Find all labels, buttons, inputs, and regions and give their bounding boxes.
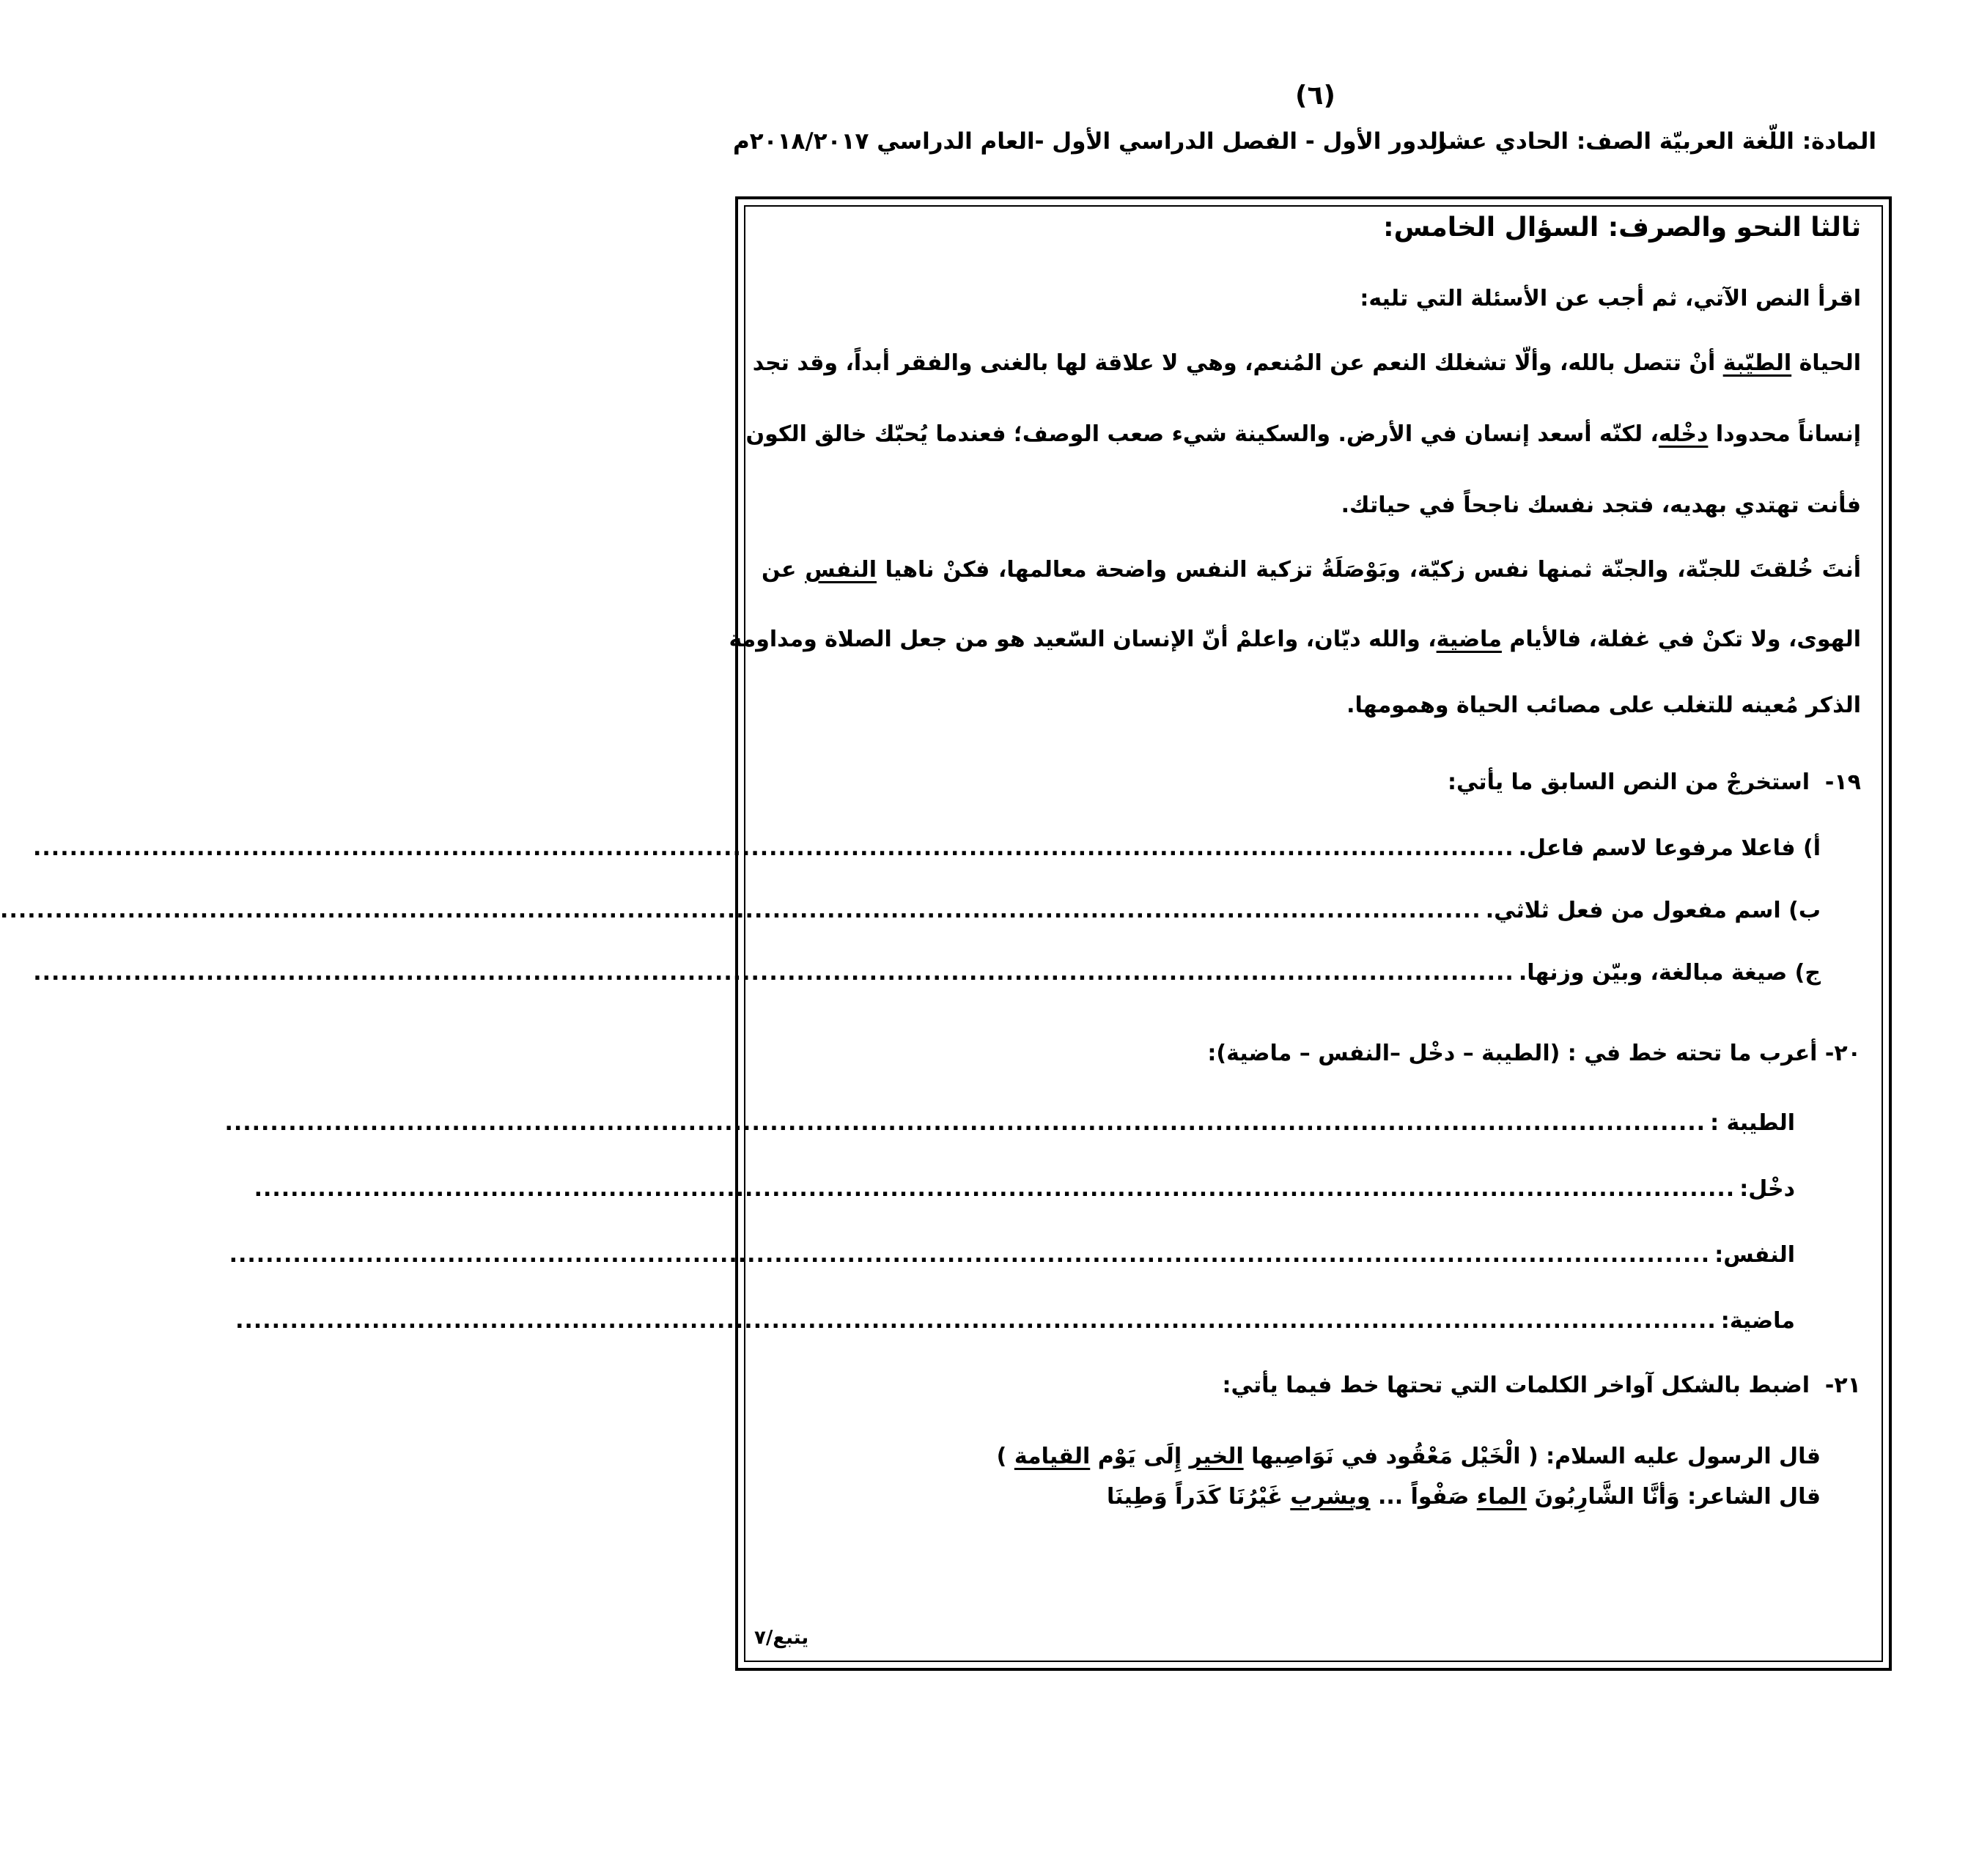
q19-item-c[interactable]: ج) صيغة مبالغة، وبيّن وزنها. ................................................................................................................................................................... xyxy=(33,960,1821,986)
q21-hadith: قال الرسول عليه السلام: ( الْخَيْل مَعْقُود في نَوَاصِيها الخير إِلَى يَوْم القيامة ) xyxy=(996,1444,1821,1469)
underlined-word-dakhl: دخْله xyxy=(1658,421,1709,447)
underlined-word-madiya: ماضية xyxy=(1436,627,1502,652)
underlined-word-wayashrab: ويشرب xyxy=(1290,1484,1371,1510)
q21-number: ٢١- xyxy=(1824,1373,1861,1398)
underlined-word-almaa: الماء xyxy=(1476,1484,1527,1510)
passage-line-6: الذكر مُعينه للتغلب على مصائب الحياة وهمومها. xyxy=(1346,693,1861,718)
q19-prompt: ١٩- استخرجْ من النص السابق ما يأتي: xyxy=(1447,769,1861,795)
underlined-word-altayyiba: الطيّبة xyxy=(1722,350,1792,376)
q20-item-altayyiba[interactable]: الطيبة : ................................................................................................................................................................... xyxy=(224,1110,1795,1136)
continue-note: يتبع/٧ xyxy=(754,1627,809,1649)
passage-line-4: أنتَ خُلقتَ للجنّة، والجنّة ثمنها نفس زكيّة، وبَوْصَلَةُ تزكية النفس واضحة معالمها، فكنْ ناهيا النفس عن xyxy=(762,557,1861,583)
q20-item-dakhl[interactable]: دخْل: ................................................................................................................................................................... xyxy=(254,1176,1795,1202)
header-subject: المادة: اللّغة العربيّة الصف: الحادي عشر xyxy=(1434,128,1876,155)
section-title: ثالثا النحو والصرف: السؤال الخامس: xyxy=(1383,213,1861,243)
instruction: اقرأ النص الآتي، ثم أجب عن الأسئلة التي تليه: xyxy=(1360,286,1861,311)
q20-item-madiya[interactable]: ماضية: ................................................................................................................................................................... xyxy=(235,1308,1795,1334)
underlined-word-annafs: النفس xyxy=(805,557,877,583)
passage-line-5: الهوى، ولا تكنْ في غفلة، فالأيام ماضية، والله ديّان، واعلمْ أنّ الإنسان السّعيد هو من جعل الصلاة ومداومة xyxy=(729,627,1861,652)
passage-line-1: الحياة الطيّبة أنْ تتصل بالله، وألّا تشغلك النعم عن المُنعم، وهي لا علاقة لها بالغنى والفقر أبداً، وقد تجد xyxy=(752,350,1861,376)
exam-header xyxy=(733,128,1876,165)
page-number: (٦) xyxy=(1295,81,1335,111)
q19-item-a[interactable]: أ) فاعلا مرفوعا لاسم فاعل. ................................................................................................................................................................... xyxy=(33,835,1821,861)
q19-number: ١٩- xyxy=(1824,769,1861,795)
q20-number: ٢٠- xyxy=(1824,1041,1861,1066)
q21-prompt: ٢١- اضبط بالشكل آواخر الكلمات التي تحتها خط فيما يأتي: xyxy=(1222,1373,1861,1398)
q21-poem: قال الشاعر: وَأنَّا الشَّارِبُونَ الماء صَفْواً ... ويشرب غَيْرُنَا كَدَراً وَطِينَا xyxy=(1107,1484,1821,1510)
q20-prompt: ٢٠- أعرب ما تحته خط في : (الطيبة – دخْل –النفس – ماضية): xyxy=(1207,1041,1861,1066)
header-term: الدور الأول - الفصل الدراسي الأول -العام الدراسي ٢٠١٨/٢٠١٧م xyxy=(733,128,1446,155)
q20-item-annafs[interactable]: النفس: ................................................................................................................................................................... xyxy=(229,1242,1795,1268)
q19-item-b[interactable]: ب) اسم مفعول من فعل ثلاثي. ................................................................................................................................................................... xyxy=(0,898,1821,923)
underlined-word-alqiyama: القيامة xyxy=(1014,1444,1091,1469)
passage-line-3: فأنت تهتدي بهديه، فتجد نفسك ناجحاً في حياتك. xyxy=(1341,492,1861,518)
underlined-word-alkhayr: الخير xyxy=(1189,1444,1244,1469)
passage-line-2: إنساناً محدودا دخْله، لكنّه أسعد إنسان في الأرض. والسكينة شيء صعب الوصف؛ فعندما يُحبّك خالق الكون xyxy=(745,421,1861,447)
